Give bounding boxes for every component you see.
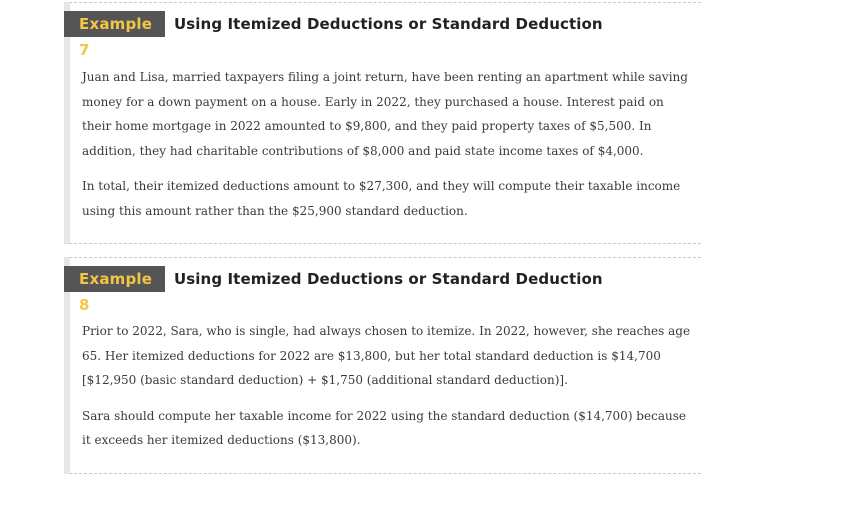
example-body — [82, 65, 693, 234]
example-header — [64, 266, 603, 314]
example-paragraph: Juan and Lisa, married taxpayers filing a joint return, have been renting an apartment while saving money for a down payment on a house. Early in 2022, they purchased a house. Interest paid on their home mortgage in 2022 amounted to $9,800, and they paid property taxes of $5,500. In addition, they had charitable contributions of $8,000 and paid state income taxes of $4,000. — [82, 70, 688, 158]
example-paragraph: Sara should compute her taxable income for 2022 using the standard deduction ($14,700) because it exceeds her itemized deductions ($13,800). — [82, 408, 686, 447]
example-paragraph: Prior to 2022, Sara, who is single, had always chosen to itemize. In 2022, however, she reaches age 65. Her itemized deductions for 2022 are $13,800, but her total standard deduction is $14,700 [$12,950 (basic standard deduction) + $1,750 (additional standard deduction)]. — [82, 324, 691, 387]
example-badge: Example 8 — [64, 266, 165, 292]
example-badge: Example 7 — [64, 11, 165, 37]
example-header — [64, 11, 603, 59]
example-title: Using Itemized Deductions or Standard Deduction — [174, 270, 603, 288]
example-title: Using Itemized Deductions or Standard Deduction — [174, 15, 603, 33]
example-box-7 — [64, 2, 701, 244]
example-body — [82, 319, 693, 464]
example-paragraph: In total, their itemized deductions amount to $27,300, and they will compute their taxable income using this amount rather than the $25,900 standard deduction. — [82, 179, 681, 218]
example-box-8 — [64, 257, 701, 474]
